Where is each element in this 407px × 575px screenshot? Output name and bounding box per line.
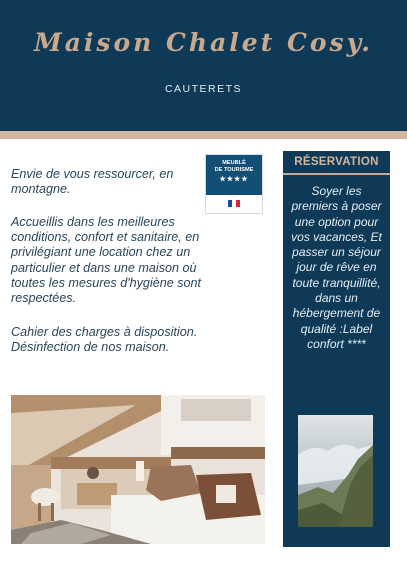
mountain-photo <box>298 415 373 527</box>
french-flag-icon <box>228 200 240 207</box>
intro-paragraph-2: Accueillis dans les meilleures conditions, confort et sanitaire, en privilégiant une location chez un particulier et dans une maison où toutes les mesures d'hygiène sont respectées. <box>11 215 202 306</box>
meuble-tourisme-badge <box>205 154 263 214</box>
city-name: CAUTERETS <box>164 83 243 95</box>
bedroom-photo <box>11 395 265 544</box>
reservation-title: RÉSERVATION <box>294 156 379 168</box>
reservation-divider <box>283 173 390 175</box>
badge-line-1: MEUBLÉ <box>222 160 246 166</box>
intro-paragraph-3 <box>11 325 233 355</box>
reservation-text: Soyer les premiers à poser une option pour vos vacances, Et passer un séjour jour de rêve en toute tranquillité, dans un hébergement de qualité :Label confort **** <box>291 184 382 351</box>
charges-line: Cahier des charges à disposition. <box>11 325 198 339</box>
intro-paragraph-1: Envie de vous ressourcer, en montagne. <box>11 167 174 197</box>
header-stripe <box>0 131 407 139</box>
brand-title: Maison Chalet Cosy. <box>34 28 373 57</box>
badge-line-2: DE TOURISME <box>214 167 254 173</box>
badge-stars: ★★★★ <box>219 176 249 183</box>
header-banner <box>0 0 407 131</box>
badge-label <box>206 155 262 195</box>
disinfection-line: Désinfection de nos maison. <box>11 340 170 355</box>
